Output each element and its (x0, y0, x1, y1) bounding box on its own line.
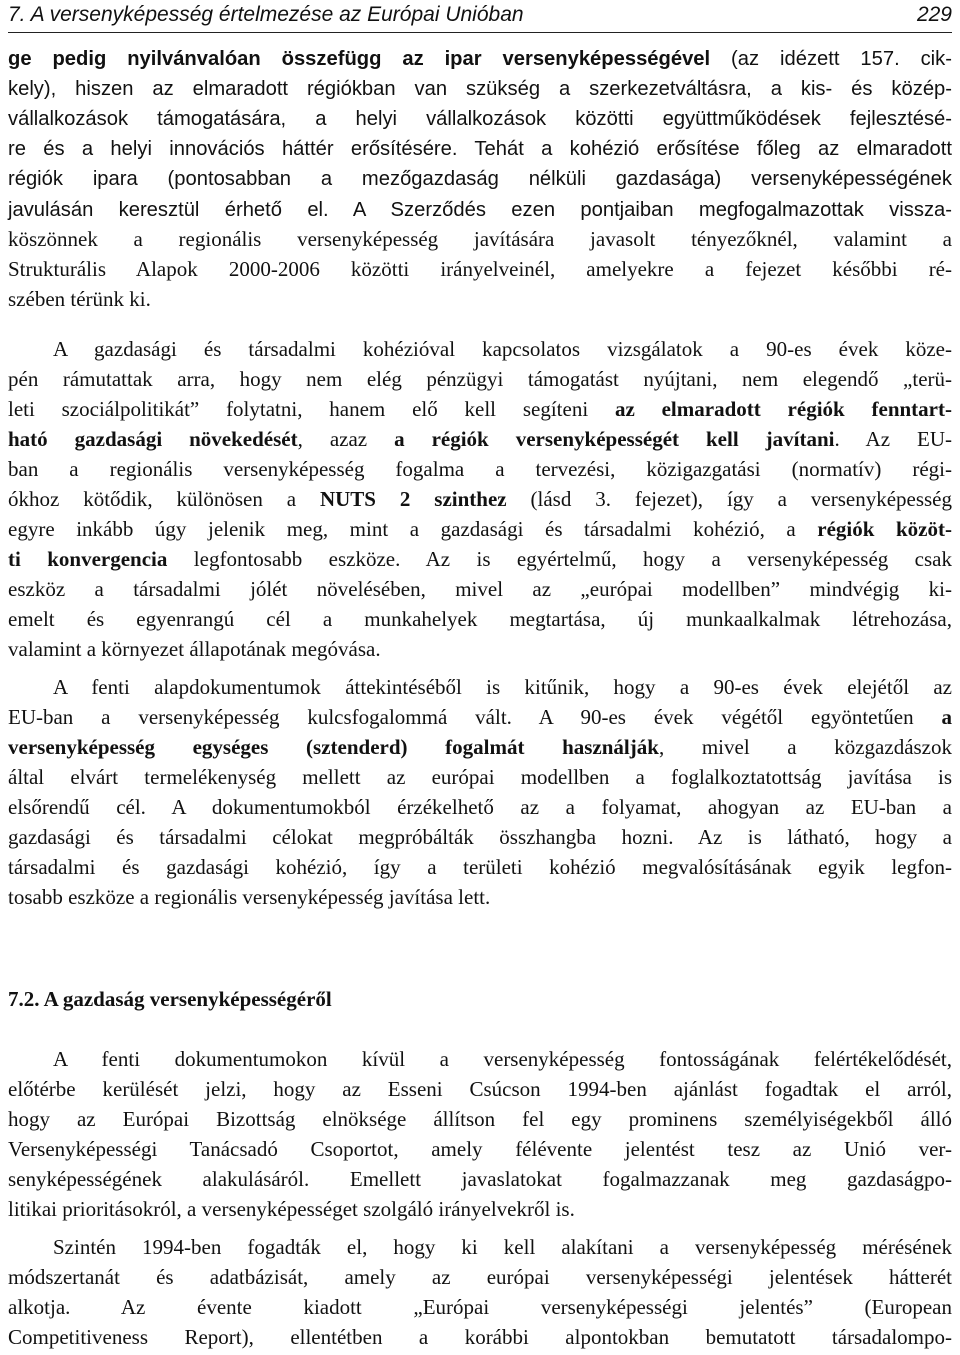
bold-phrase: versenyképesség egységes (sztenderd) fogalmát használják (8, 735, 659, 759)
text-line: régiók ipara (pontosabban a mezőgazdaság nélküli gazdasága) versenyképességének (8, 168, 952, 190)
text-line: előtérbe kerülését jelzi, hogy az Esseni Csúcson 1994-ben ajánlást fogadtak el arról, (8, 1077, 952, 1101)
text-line: pén rámutattak arra, hogy nem elég pénzügyi támogatást nyújtani, nem elegendő „terü- (8, 367, 952, 391)
page-number: 229 (916, 3, 952, 26)
bold-phrase: régiók közöt- (817, 517, 952, 541)
section-heading: 7.2. A gazdaság versenyképességéről (8, 987, 332, 1011)
text-span: (lásd 3. fejezet), így a versenyképesség (506, 487, 953, 511)
text-line: alkotja. Az évente kiadott „Európai versenyképességi jelentés” (European (8, 1295, 952, 1319)
running-header (8, 0, 952, 30)
text-line (8, 44, 952, 74)
bold-phrase: ge pedig nyilvánvalóan összefügg az ipar versenyképességével (8, 48, 711, 70)
text-span: re és a helyi innovációs háttér erősítésére. (8, 138, 458, 160)
running-header-title: 7. A versenyképesség értelmezése az Európai Unióban (8, 3, 524, 26)
text-line: Versenyképességi Tanácsadó Csoportot, amely félévente jelentést tesz az Unió ver- (8, 1137, 952, 1161)
text-line (8, 424, 952, 454)
text-line (8, 484, 952, 514)
text-line: elsőrendű cél. A dokumentumokból érzékelhető az a folyamat, ahogyan az EU-ban a (8, 795, 952, 819)
text-line: ban a regionális versenyképesség fogalma a tervezési, közigazgatási (normatív) régi- (8, 457, 952, 481)
bold-phrase: ti konvergencia (8, 547, 168, 571)
text-line (8, 134, 952, 164)
text-line (8, 732, 952, 762)
text-line: módszertanát és adatbázisát, amely az európai versenyképességi jelentések hátterét (8, 1265, 952, 1289)
text-line: hogy az Európai Bizottság elnöksége állítson fel egy prominens személyiségekből álló (8, 1107, 952, 1131)
text-line (8, 702, 952, 732)
bold-phrase: ható gazdasági növekedését (8, 427, 298, 451)
text-line: A fenti alapdokumentumok áttekintéséből is kitűnik, hogy a 90-es évek elejétől az (53, 675, 952, 699)
paragraph-documents (8, 672, 952, 912)
text-span: , azaz (297, 427, 395, 451)
paragraph-continuation (8, 44, 952, 314)
text-line: gazdasági és társadalmi célokat megpróbálták összhangba hozni. Az is látható, hogy a (8, 825, 952, 849)
text-line: köszönnek a regionális versenyképesség javítására javasolt tényezőknél, valamint a (8, 227, 952, 251)
text-span: . Az EU- (834, 427, 952, 451)
text-line: Strukturális Alapok 2000-2006 közötti irányelveinél, amelyekre a fejezet későbbi ré- (8, 257, 952, 281)
header-divider (8, 32, 952, 33)
bold-phrase: NUTS 2 szinthez (319, 487, 507, 511)
bold-phrase: a régiók versenyképességét kell javítani (394, 427, 835, 451)
text-line (8, 544, 952, 574)
text-line (8, 394, 952, 424)
text-line: tosabb eszköze a regionális versenyképesség javítása lett. (8, 885, 491, 909)
text-span: legfontosabb eszköze. Az is egyértelmű, hogy a versenyképesség csak (167, 547, 952, 571)
text-span: , mivel a közgazdászok (658, 735, 953, 759)
paragraph-methodology (8, 1232, 952, 1352)
text-span: leti szociálpolitikát” folytatni, hanem elő kell segíteni (8, 397, 615, 421)
paragraph-essen-summit (8, 1044, 952, 1224)
text-span: egyre inkább úgy jelenik meg, mint a gazdasági és társadalmi kohézió, a (8, 517, 818, 541)
bold-phrase: az elmaradott régiók fenntart- (614, 397, 952, 421)
text-line: eszköz a társadalmi jólét növelésében, mivel az „európai modellben” mindvégig ki- (8, 577, 952, 601)
text-line: vállalkozások támogatására, a helyi vállalkozások közötti együttműködések fejlesztésé- (8, 108, 952, 130)
text-line: A fenti dokumentumokon kívül a versenyképesség fontosságának felértékelődését, (53, 1047, 952, 1071)
text-span: EU-ban a versenyképesség kulcsfogalommá vált. A 90-es évek végétől egyöntetűen (8, 705, 942, 729)
text-line: kely), hiszen az elmaradott régiókban van szükség a szerkezetváltásra, a kis- és közép- (8, 78, 952, 100)
text-line (8, 514, 952, 544)
text-span: ókhoz kötődik, különösen a (8, 487, 320, 511)
text-line (8, 194, 952, 224)
text-line: által elvárt termelékenység mellett az európai modellben a foglalkoztatottság javítása is (8, 765, 952, 789)
text-line: senyképességének alakulásáról. Emellett javaslatokat fogalmazzanak meg gazdaságpo- (8, 1167, 952, 1191)
text-line: A gazdasági és társadalmi kohézióval kapcsolatos vizsgálatok a 90-es évek köze- (53, 337, 952, 361)
text-line: emelt és egyenrangú cél a munkahelyek megtartása, új munkaalkalmak létrehozása, (8, 607, 952, 631)
paragraph-cohesion (8, 334, 952, 664)
text-line: litikai prioritásokról, a versenyképességet szolgáló irányelvekről is. (8, 1197, 575, 1221)
text-span: javulásán keresztül érhető el. A Szerződés ezen pontjaiban megfogalmazottak vissza- (8, 199, 952, 221)
text-span: Tehát a kohézió erősítése főleg az elmaradott (457, 138, 952, 160)
text-line: társadalmi és gazdasági kohézió, így a területi kohézió megvalósításának egyik legfon- (8, 855, 952, 879)
text-line: Szintén 1994-ben fogadták el, hogy ki kell alakítani a versenyképesség mérésének (53, 1235, 952, 1259)
text-line: szében térünk ki. (8, 287, 151, 311)
text-line: Competitiveness Report), ellentétben a korábbi alpontokban bemutatott társadalompo- (8, 1325, 952, 1349)
text-line: valamint a környezet állapotának megóvása. (8, 637, 381, 661)
text-span: (az idézett 157. cik- (710, 48, 952, 70)
bold-phrase: a (941, 705, 952, 729)
